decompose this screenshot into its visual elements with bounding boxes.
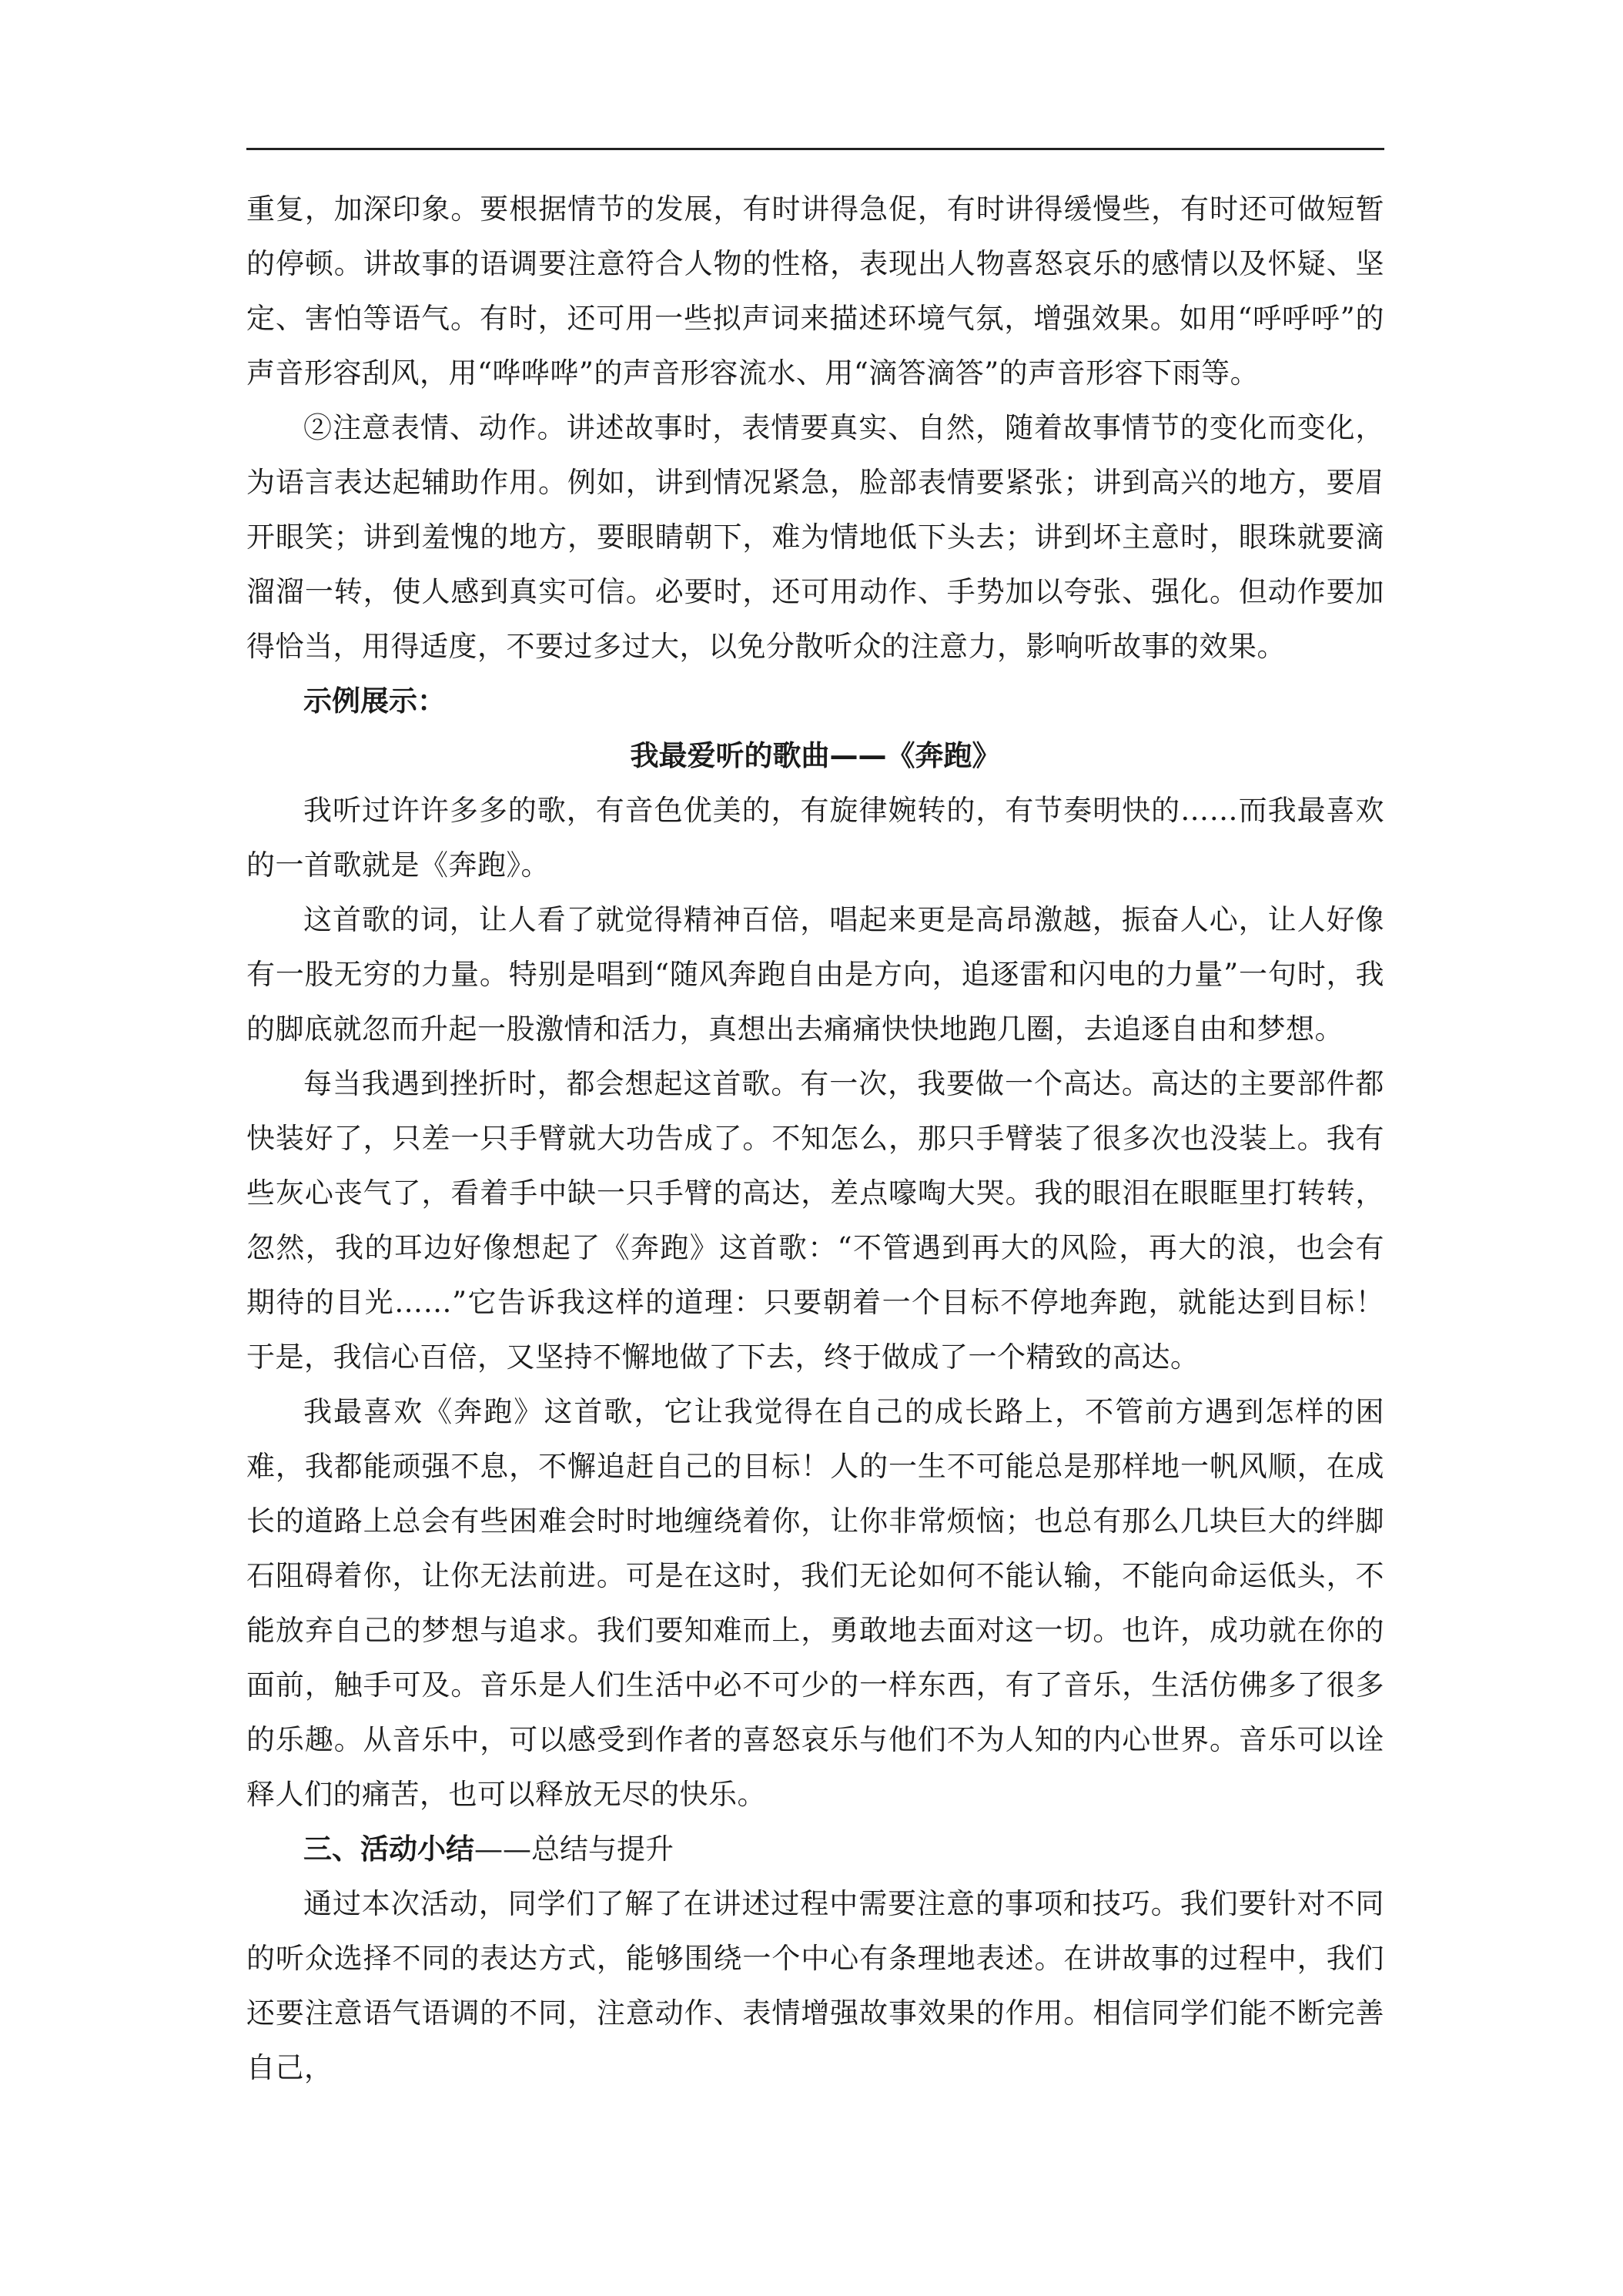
section-heading-subtitle: ——总结与提升 <box>474 1832 674 1866</box>
example-title: 我最爱听的歌曲——《奔跑》 <box>630 739 1001 772</box>
header-rule <box>246 148 1384 150</box>
section-heading-bold: 三、活动小结 <box>303 1832 474 1866</box>
example-paragraph-2: 这首歌的词，让人看了就觉得精神百倍，唱起来更是高昂激越，振奋人心，让人好像有一股无穷的力量。特别是唱到“随风奔跑自由是方向，追逐雷和闪电的力量”一句时，我的脚底就忽而升起一股激情和活力，真想出去痛痛快快地跑几圈，去追逐自由和梦想。 <box>246 903 1384 1046</box>
document-body <box>246 182 1384 2095</box>
paragraph-expression-action: ②注意表情、动作。讲述故事时，表情要真实、自然，随着故事情节的变化而变化，为语言表达起辅助作用。例如，讲到情况紧急，脸部表情要紧张；讲到高兴的地方，要眉开眼笑；讲到羞愧的地方，要眼睛朝下，难为情地低下头去；讲到坏主意时，眼珠就要滴溜溜一转，使人感到真实可信。必要时，还可用动作、手势加以夸张、强化。但动作要加得恰当，用得适度，不要过多过大，以免分散听众的注意力，影响听故事的效果。 <box>246 411 1384 663</box>
section-heading <box>246 1822 1384 1876</box>
example-paragraph-3: 每当我遇到挫折时，都会想起这首歌。有一次，我要做一个高达。高达的主要部件都快装好了，只差一只手臂就大功告成了。不知怎么，那只手臂装了很多次也没装上。我有些灰心丧气了，看着手中缺一只手臂的高达，差点嚎啕大哭。我的眼泪在眼眶里打转转，忽然，我的耳边好像想起了《奔跑》这首歌：“不管遇到再大的风险，再大的浪，也会有期待的目光……”它告诉我这样的道理：只要朝着一个目标不停地奔跑，就能达到目标！于是，我信心百倍，又坚持不懈地做了下去，终于做成了一个精致的高达。 <box>246 1067 1384 1374</box>
example-paragraph-1: 我听过许许多多的歌，有音色优美的，有旋律婉转的，有节奏明快的……而我最喜欢的一首歌就是《奔跑》。 <box>246 794 1384 882</box>
example-paragraph-4: 我最喜欢《奔跑》这首歌，它让我觉得在自己的成长路上，不管前方遇到怎样的困难，我都能顽强不息，不懈追赶自己的目标！人的一生不可能总是那样地一帆风顺，在成长的道路上总会有些困难会时时地缠绕着你，让你非常烦恼；也总有那么几块巨大的绊脚石阻碍着你，让你无法前进。可是在这时，我们无论如何不能认输，不能向命运低头，不能放弃自己的梦想与追求。我们要知难而上，勇敢地去面对这一切。也许，成功就在你的面前，触手可及。音乐是人们生活中必不可少的一样东西，有了音乐，生活仿佛多了很多的乐趣。从音乐中，可以感受到作者的喜怒哀乐与他们不为人知的内心世界。音乐可以诠释人们的痛苦，也可以释放无尽的快乐。 <box>246 1395 1384 1811</box>
example-label: 示例展示： <box>303 684 446 718</box>
summary-paragraph: 通过本次活动，同学们了解了在讲述过程中需要注意的事项和技巧。我们要针对不同的听众选择不同的表达方式，能够围绕一个中心有条理地表述。在讲故事的过程中，我们还要注意语气语调的不同，注意动作、表情增强故事效果的作用。相信同学们能不断完善自己， <box>246 1887 1384 2084</box>
paragraph-voice-tone: 重复，加深印象。要根据情节的发展，有时讲得急促，有时讲得缓慢些，有时还可做短暂的停顿。讲故事的语调要注意符合人物的性格，表现出人物喜怒哀乐的感情以及怀疑、坚定、害怕等语气。有时，还可用一些拟声词来描述环境气氛，增强效果。如用“呼呼呼”的声音形容刮风，用“哗哗哗”的声音形容流水、用“滴答滴答”的声音形容下雨等。 <box>246 192 1384 390</box>
